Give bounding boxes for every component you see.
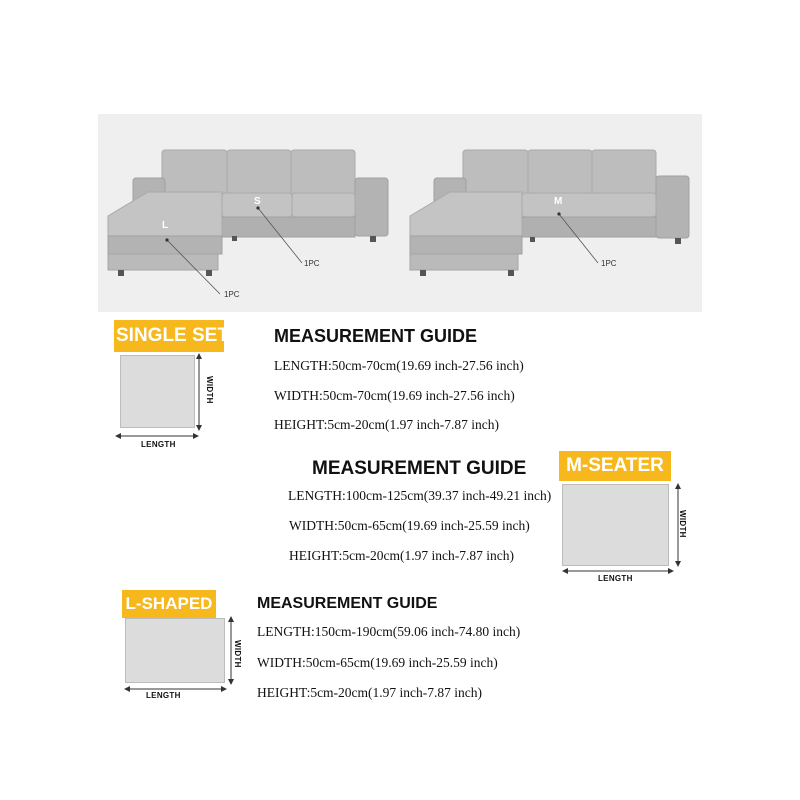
single-set-length-spec: LENGTH:50cm-70cm(19.69 inch-27.56 inch) <box>274 358 524 373</box>
m-seater-width-spec: WIDTH:50cm-65cm(19.69 inch-25.59 inch) <box>289 518 530 533</box>
m-seater-length-spec: LENGTH:100cm-125cm(39.37 inch-49.21 inch) <box>288 488 552 503</box>
l-shaped-width-label: WIDTH <box>233 640 242 668</box>
m-seater-width-label: WIDTH <box>678 510 687 538</box>
m-seater-height-spec: HEIGHT:5cm-20cm(1.97 inch-7.87 inch) <box>289 548 515 563</box>
single-set-dimension-arrows <box>110 350 220 450</box>
l-shaped-length-spec: LENGTH:150cm-190cm(59.06 inch-74.80 inch) <box>257 624 521 639</box>
single-set-width-spec: WIDTH:50cm-70cm(19.69 inch-27.56 inch) <box>274 388 515 403</box>
single-set-tag: SINGLE SET <box>114 320 224 352</box>
seat-label-s: S <box>254 196 261 207</box>
callout-s-1pc: 1PC <box>304 259 320 268</box>
l-shaped-dimension-arrows <box>118 612 248 702</box>
chaise-label-l: L <box>162 220 169 231</box>
m-seater-guide-title: MEASUREMENT GUIDE <box>312 458 527 479</box>
callout-l-1pc: 1PC <box>224 290 240 299</box>
l-shaped-guide-title: MEASUREMENT GUIDE <box>257 595 438 612</box>
m-seater-dimension-arrows <box>555 478 695 578</box>
left-sofa-illustration <box>108 150 388 294</box>
l-shaped-length-label: LENGTH <box>146 691 181 700</box>
m-seater-length-label: LENGTH <box>598 574 633 583</box>
callout-m-1pc: 1PC <box>601 259 617 268</box>
single-set-length-label: LENGTH <box>141 440 176 449</box>
l-shaped-height-spec: HEIGHT:5cm-20cm(1.97 inch-7.87 inch) <box>257 685 483 700</box>
single-set-height-spec: HEIGHT:5cm-20cm(1.97 inch-7.87 inch) <box>274 417 500 432</box>
l-shaped-tag: L-SHAPED <box>122 590 216 618</box>
right-sofa-illustration <box>410 150 689 276</box>
single-set-guide-title: MEASUREMENT GUIDE <box>274 326 478 346</box>
single-set-width-label: WIDTH <box>205 376 214 404</box>
l-shaped-width-spec: WIDTH:50cm-65cm(19.69 inch-25.59 inch) <box>257 655 498 670</box>
seat-label-m: M <box>554 196 563 207</box>
m-seater-tag: M-SEATER <box>559 451 671 481</box>
